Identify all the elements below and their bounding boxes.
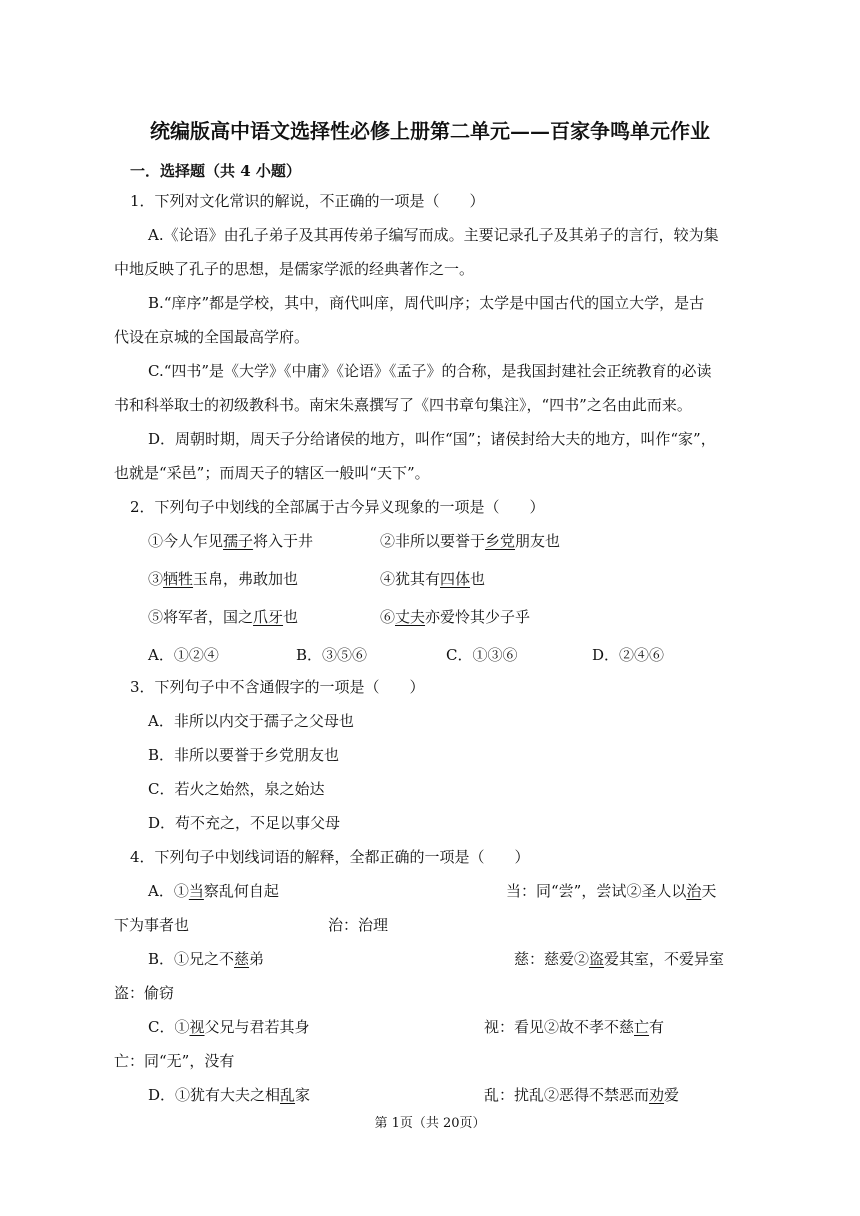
q2-option-c: C．①③⑥ (446, 646, 518, 664)
q1-option-d-line1: D．周朝时期，周天子分给诸侯的地方，叫作“国”；诸侯封给大夫的地方，叫作“家”， (148, 430, 716, 448)
q1-option-a-line1: A.《论语》由孔子弟子及其再传弟子编写而成。主要记录孔子及其弟子的言行，较为集 (148, 226, 719, 244)
q4-option-a-left: A．①当察乱何自起 (148, 882, 279, 900)
q4-option-b-line2: 盗：偷窃 (114, 984, 175, 1002)
q4-option-d-left: D．①犹有大夫之相乱家 (148, 1086, 311, 1104)
q2-option-d: D．②④⑥ (592, 646, 665, 664)
q3-stem: 3．下列句子中不含通假字的一项是（ ） (130, 678, 425, 696)
q3-option-b: B．非所以要誉于乡党朋友也 (148, 746, 340, 764)
q2-item-1: ①今人乍见孺子将入于井 (148, 532, 314, 550)
q4-option-b-right: 慈：慈爱②盗爱其室，不爱异室 (514, 950, 725, 968)
q1-option-a-line2: 中地反映了孔子的思想，是儒家学派的经典著作之一。 (114, 260, 475, 278)
q1-option-c-line1: C.“四书”是《大学》《中庸》《论语》《孟子》的合称，是我国封建社会正统教育的必读 (148, 362, 712, 380)
q1-option-b-line1: B.“庠序”都是学校，其中，商代叫庠，周代叫序；太学是中国古代的国立大学，是古 (148, 294, 705, 312)
q2-item-6: ⑥丈夫亦爱怜其少子乎 (380, 608, 531, 626)
q2-item-5: ⑤将军者，国之爪牙也 (148, 608, 299, 626)
q2-item-2: ②非所以要誉于乡党朋友也 (380, 532, 561, 550)
q4-option-a-line2: 下为事者也 (114, 916, 190, 934)
q4-option-d-right: 乱：扰乱②恶得不禁恶而劝爱 (484, 1086, 680, 1104)
q4-option-c-left: C．①视父兄与君若其身 (148, 1018, 310, 1036)
q3-option-d: D．苟不充之，不足以事父母 (148, 814, 341, 832)
q4-option-c-line2: 亡：同“无”，没有 (114, 1052, 235, 1070)
q1-option-c-line2: 书和科举取士的初级教科书。南宋朱熹撰写了《四书章句集注》，“四书”之名由此而来。 (114, 396, 692, 414)
q1-option-d-line2: 也就是“采邑”；而周天子的辖区一般叫“天下”。 (114, 464, 430, 482)
q4-option-b-left: B．①兄之不慈弟 (148, 950, 265, 968)
section-heading: 一．选择题（共 4 小题） (130, 162, 301, 180)
q4-option-a-gloss: 治：治理 (328, 916, 389, 934)
q2-item-4: ④犹其有四体也 (380, 570, 486, 588)
q1-stem: 1．下列对文化常识的解说，不正确的一项是（ ） (130, 192, 485, 210)
q1-option-b-line2: 代设在京城的全国最高学府。 (114, 328, 310, 346)
q4-stem: 4．下列句子中划线词语的解释，全都正确的一项是（ ） (130, 848, 530, 866)
page-footer: 第 1页（共 20页） (374, 1116, 486, 1131)
page-title: 统编版高中语文选择性必修上册第二单元——百家争鸣单元作业 (150, 119, 710, 143)
q4-option-c-right: 视：看见②故不孝不慈亡有 (484, 1018, 665, 1036)
q2-item-3: ③牺牲玉帛，弗敢加也 (148, 570, 299, 588)
q4-option-a-right: 当：同“尝”，尝试②圣人以治天 (506, 882, 717, 900)
q3-option-a: A．非所以内交于孺子之父母也 (148, 712, 354, 730)
q2-option-a: A．①②④ (148, 646, 219, 664)
q3-option-c: C．若火之始然，泉之始达 (148, 780, 325, 798)
q2-stem: 2．下列句子中划线的全部属于古今异义现象的一项是（ ） (130, 498, 545, 516)
q2-option-b: B．③⑤⑥ (296, 646, 368, 664)
